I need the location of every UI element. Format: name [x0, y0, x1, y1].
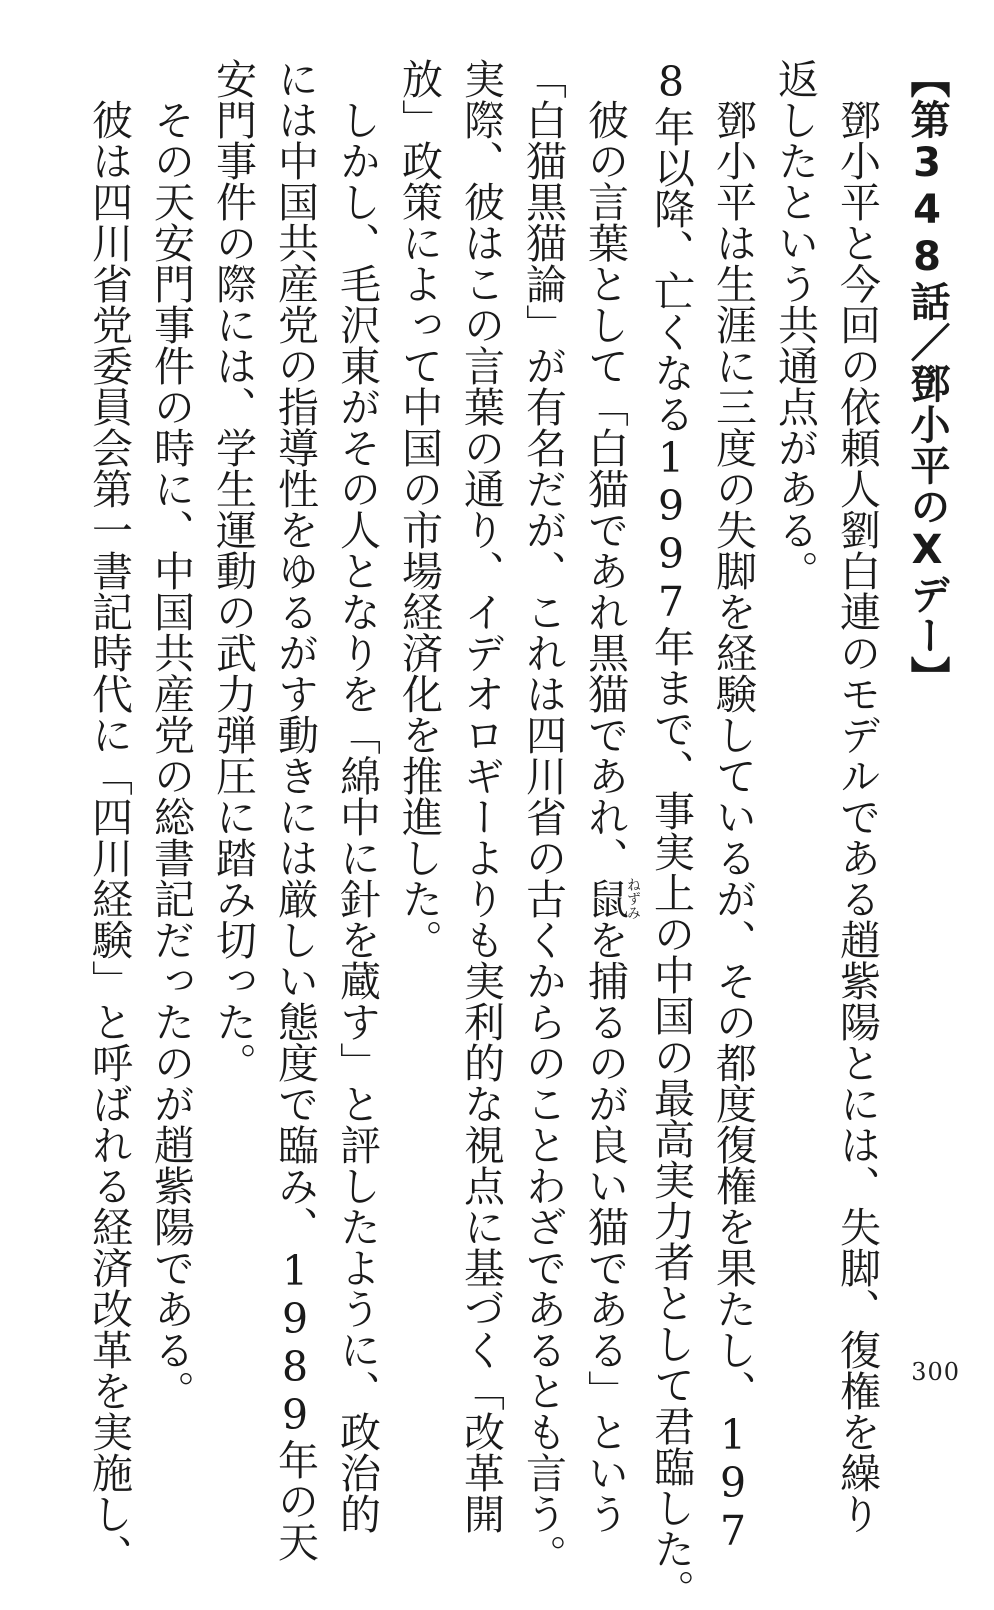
ruby-text: ねずみ: [625, 877, 641, 920]
text-line-7: 実際、彼はこの言葉の通り、イデオロギーよりも実利的な視点に基づく「改革開: [457, 58, 505, 1534]
section-heading: 【第348話／鄧小平のXデー】: [904, 58, 950, 697]
text-line-1: 鄧小平と今回の依頼人劉白連のモデルである趙紫陽とには、失脚、復権を繰り: [833, 58, 881, 1534]
text-line-5: 彼の言葉として「白猫であれ黒猫であれ、鼠ねずみを捕るのが良い猫である」という: [581, 58, 641, 1534]
ruby-nezumi: 鼠ねずみ: [581, 877, 641, 920]
text-line-11: 安門事件の際には、学生運動の武力弾圧に踏み切った。: [209, 58, 257, 1083]
text-line-4: 8年以降、亡くなる1997年まで、事実上の中国の最高実力者として君臨した。: [647, 58, 695, 1610]
text-line-10: には中国共産党の指導性をゆるがす動きには厳しい態度で臨み、1989年の天: [271, 58, 319, 1562]
text-line-6: 「白猫黒猫論」が有名だが、これは四川省の古くからのことわざであるとも言う。: [519, 58, 567, 1575]
text-line-8: 放」政策によって中国の市場経済化を推進した。: [395, 58, 443, 960]
text-line-2: 返したという共通点がある。: [771, 58, 819, 591]
page-number: 300: [911, 1358, 960, 1386]
text-line-13: 彼は四川省党委員会第一書記時代に「四川経験」と呼ばれる経済改革を実施し、: [85, 58, 133, 1575]
text-line-9: しかし、毛沢東がその人となりを「綿中に針を蔵す」と評したように、政治的: [333, 58, 381, 1534]
text-line-3: 鄧小平は生涯に三度の失脚を経験しているが、その都度復権を果たし、197: [709, 58, 757, 1555]
text-line-12: その天安門事件の時に、中国共産党の総書記だったのが趙紫陽である。: [147, 58, 195, 1411]
